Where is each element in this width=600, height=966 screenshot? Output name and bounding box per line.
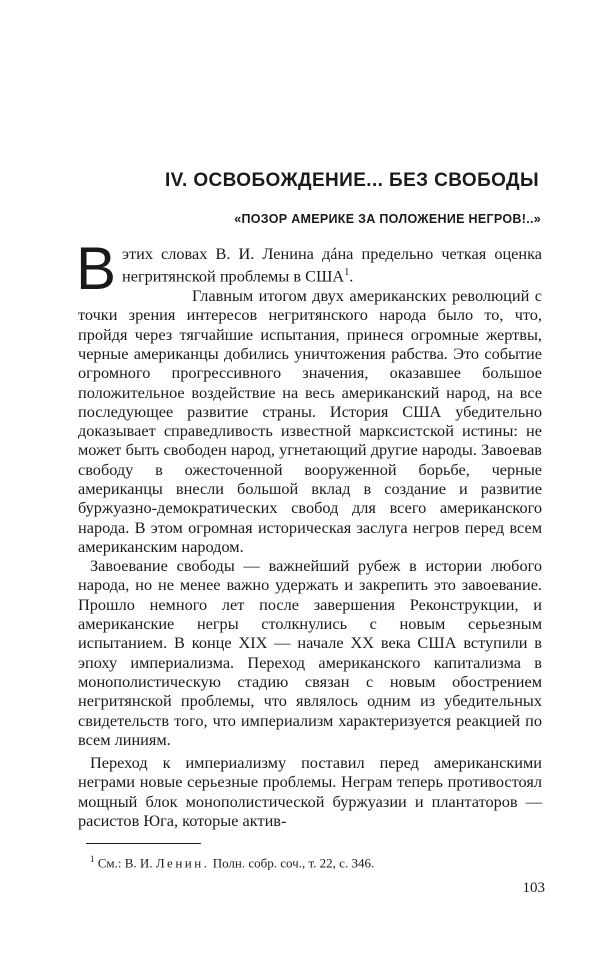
paragraph-4: Переход к империализму поставил перед американскими неграми новые серьезные проблемы. Неграм теперь противостоял мощный блок монополистической буржуазии и плантаторов — расистов Юга, которые актив- (78, 753, 542, 831)
chapter-title: IV. ОСВОБОЖДЕНИЕ... БЕЗ СВОБОДЫ (164, 170, 539, 191)
footnote-source: Полн. собр. соч., т. 22, с. 346. (212, 855, 375, 871)
drop-cap: В (76, 235, 117, 302)
paragraph-2: Главным итогом двух американских революций с точки зрения интересов негритянского народа было то, что, пройдя через тягчайшие испытания, принеся огромные жертвы, черные американцы добились уничтожения рабства. Это событие огромного прогрессивного значения, оказавшее большое положительное воздействие на весь американский народ, на все последующее развитие страны. История США убедительно доказывает справедливость известной марксистской истины: не может быть свободен народ, угнетающий другие народы. Завоевав свободу в ожесточенной вооруженной борьбе, черные американцы внесли большой вклад в создание и развитие буржуазно-демократических свобод для всего американского народа. В этом огромная историческая заслуга негров перед всем американским народом. (78, 286, 542, 556)
footnote-reference: 1 (344, 267, 350, 279)
paragraph-1-text: этих словах В. И. Ленина дáна предельно четкая оценка негритянской проблемы в США (122, 244, 542, 286)
epigraph-heading: «ПОЗОР АМЕРИКЕ ЗА ПОЛОЖЕНИЕ НЕГРОВ!..» (234, 212, 541, 226)
paragraph-1-end: . (349, 266, 354, 286)
footnote-divider (86, 843, 201, 844)
paragraph-3: Завоевание свободы — важнейший рубеж в истории любого народа, но не менее важно удержать и закрепить это завоевание. Прошло немного лет после завершения Реконструкции, и американские негры столкнулись с новым серьезным испытанием. В конце XIX — начале XX века США вступили в эпоху империализма. Переход американского капитализма в монополистическую стадию связан с новым обострением негритянской проблемы, что являлось одним из убедительных свидетельств того, что империализм характеризуется реакцией по всем линиям. (78, 556, 542, 749)
footnote-prefix: См.: В. И. (97, 855, 153, 871)
footnote (90, 851, 540, 871)
footnote-marker: 1 (90, 854, 95, 864)
page-number: 103 (522, 880, 545, 896)
paragraph-1 (76, 235, 542, 302)
body-text (76, 235, 542, 831)
footnote-author: Ленин. (155, 855, 210, 871)
